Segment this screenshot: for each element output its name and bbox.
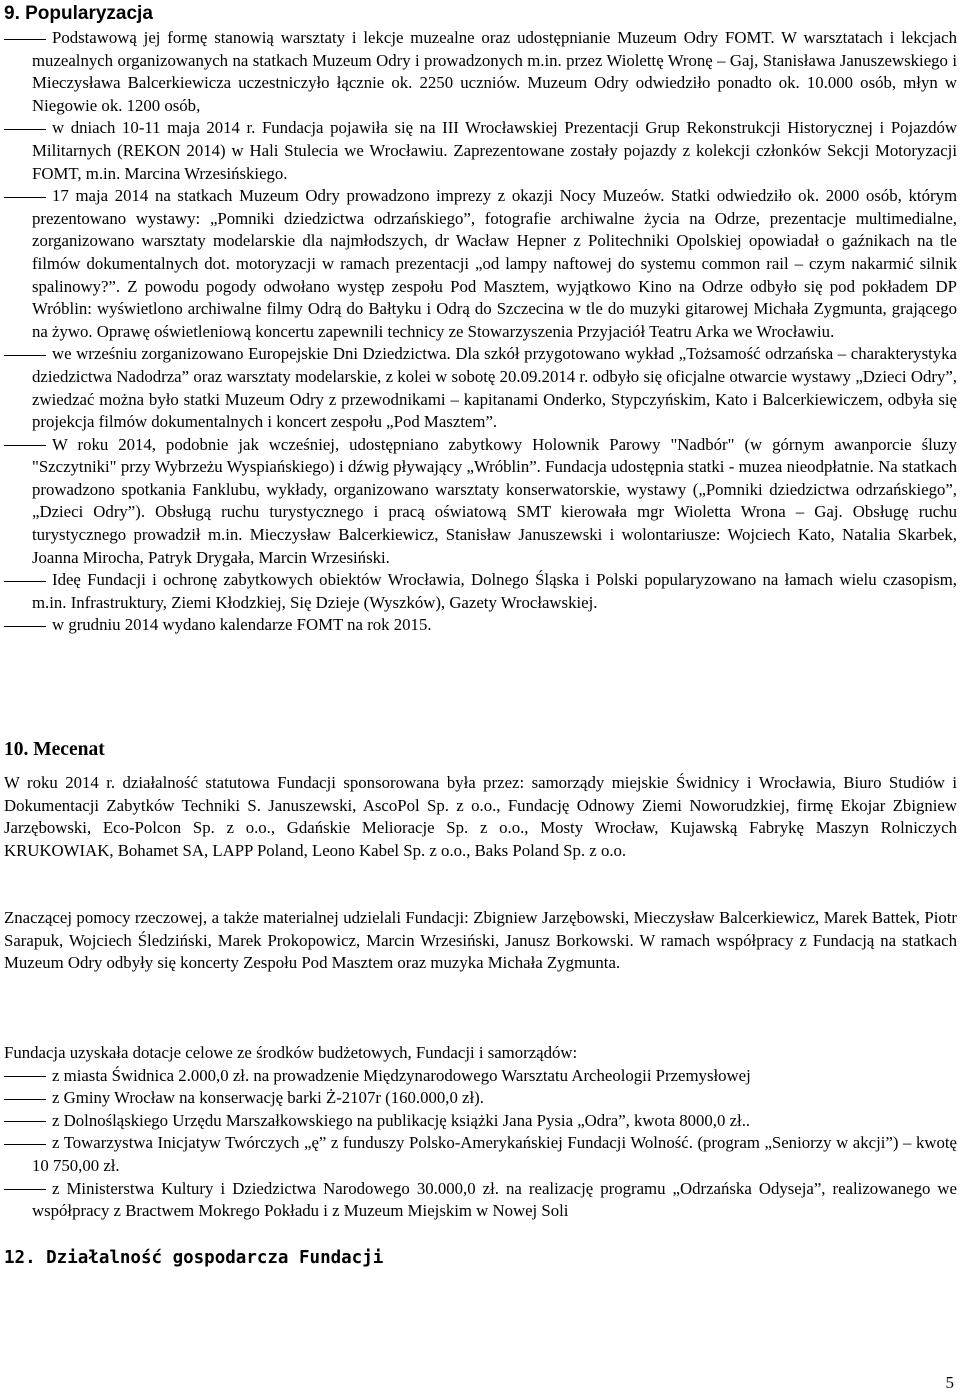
list-item — [4, 569, 957, 614]
sponsors-paragraph: W roku 2014 r. działalność statutowa Fundacji sponsorowana była przez: samorządy miejskie Świdnicy i Wrocławia, Biuro Studiów i Dokumentacji Zabytków Techniki S. Januszewski, AscoPol Sp. z o.o., Fundację Odnowy Ziemi Noworudzkiej, firmę Ekojar Zbigniew Jarzębowski, Eco-Polcon Sp. z o.o., Gdańskie Melioracje Sp. z o.o., Mosty Wrocław, Kujawską Fabrykę Maszyn Rolniczych KRUKOWIAK, Bohamet SA, LAPP Poland, Leono Kabel Sp. z o.o., Baks Poland Sp. z o.o. — [4, 773, 957, 860]
section-heading-popularyzacja: 9. Popularyzacja — [4, 3, 153, 24]
dash-bullet — [4, 626, 46, 627]
list-item-text: we wrześniu zorganizowano Europejskie Dni Dziedzictwa. Dla szkół przygotowano wykład „Tożsamość odrzańska – charakterystyka dziedzictwa Nadodrza” oraz warsztaty modelarskie, z kolei w sobotę 20.09.2014 r. odbyło się oficjalne otwarcie wystawy „Dzieci Odry”, zwiedzać można było statki Muzeum Odry z przewodnikami – kapitanami Onderko, Stypczyńskim, Kato i Balcerkiewiczem, odbyła się projekcja filmów dokumentalnych i koncert zespołu „Pod Masztem”. — [32, 344, 957, 432]
grant-text: z Ministerstwa Kultury i Dziedzictwa Narodowego 30.000,0 zł. na realizację programu „Odrzańska Odyseja”, realizowanego we współpracy z Bractwem Mokrego Pokładu i z Muzeum Miejskim w Nowej Soli — [32, 1178, 957, 1221]
grant-text: z Towarzystwa Inicjatyw Twórczych „ę” z funduszy Polsko-Amerykańskiej Fundacji Wolność. (program „Seniorzy w akcji”) – kwotę 10 750,00 zł. — [32, 1133, 957, 1175]
dash-bullet — [4, 1076, 46, 1077]
mecenat-grants — [4, 1042, 957, 1223]
grant-text: z miasta Świdnica 2.000,0 zł. na prowadzenie Międzynarodowego Warsztatu Archeologii Przemysłowej — [52, 1065, 751, 1085]
list-item-text: 17 maja 2014 na statkach Muzeum Odry prowadzono imprezy z okazji Nocy Muzeów. Statki odwiedziło ok. 2000 osób, którym prezentowano wystawy: „Pomniki dziedzictwa odrzańskiego”, fotografie archiwalne życia na Odrze, prezentacje multimedialne, zorganizowano warsztaty modelarskie dla najmłodszych, dr Wacław Hepner z Politechniki Opolskiej opowiadał o gaźnikach na tle filmów dokumentalnych dot. motoryzacji w ramach prezentacji „od lampy naftowej do systemu common rail – czym nakarmić silnik spalinowy?”. Z powodu pogody odwołano występ zespołu Pod Masztem, wyjątkowo Kino na Odrze odbyło się pod pokładem DP Wróblin: wyświetlono archiwalne filmy Odrą do Bałtyku i Odrą do Szczecina w tle do muzyki gitarowej Michała Zygmunta, grającego na żywo. Oprawę oświetleniową koncertu zapewnili technicy ze Stowarzyszenia Przyjaciół Teatru Arka we Wrocławiu. — [32, 186, 957, 341]
list-item — [4, 343, 957, 433]
list-item — [4, 434, 957, 570]
grant-item — [4, 1065, 957, 1088]
dash-bullet — [4, 39, 46, 40]
list-item — [4, 27, 957, 117]
section-heading-mecenat: 10. Mecenat — [4, 739, 105, 760]
list-item — [4, 614, 957, 637]
dash-bullet — [4, 1121, 46, 1122]
grant-text: z Gminy Wrocław na konserwację barki Ż-2107r (160.000,0 zł). — [52, 1088, 484, 1108]
mecenat-support — [4, 907, 957, 975]
grant-item — [4, 1178, 957, 1223]
dash-bullet — [4, 197, 46, 198]
dash-bullet — [4, 1144, 46, 1145]
mecenat-sponsors — [4, 772, 957, 862]
list-item — [4, 117, 957, 185]
list-item-text: w grudniu 2014 wydano kalendarze FOMT na rok 2015. — [52, 615, 432, 635]
list-item-text: Ideę Fundacji i ochronę zabytkowych obiektów Wrocławia, Dolnego Śląska i Polski popularyzowano na łamach wielu czasopism, m.in. Infrastruktury, Ziemi Kłodzkiej, Się Dzieje (Wyszków), Gazety Wrocławskiej. — [32, 570, 957, 612]
page-number: 5 — [945, 1373, 954, 1392]
popularyzacja-list — [4, 27, 957, 637]
grant-text: z Dolnośląskiego Urzędu Marszałkowskiego na publikację książki Jana Pysia „Odra”, kwota 8000,0 zł.. — [52, 1110, 751, 1130]
dash-bullet — [4, 1189, 46, 1190]
list-item-text: Podstawową jej formę stanowią warsztaty i lekcje muzealne oraz udostępnianie Muzeum Odry FOMT. W warsztatach i lekcjach muzealnych organizowanych na statkach Muzeum Odry i prowadzonych m.in. przez Wiolettę Wronę – Gaj, Stanisława Januszewskiego i Mieczysława Balcerkiewicza uczestniczyło łącznie ok. 2250 uczniów. Muzeum Odry odwiedziło ponadto ok. 10.000 osób, młyn w Niegowie ok. 1200 osób, — [32, 28, 957, 115]
dash-bullet — [4, 445, 46, 446]
section-heading-dzialalnosc-gospodarcza: 12. Działalność gospodarcza Fundacji — [4, 1248, 384, 1268]
dash-bullet — [4, 1099, 46, 1100]
list-item — [4, 185, 957, 343]
grant-item — [4, 1132, 957, 1177]
list-item-text: w dniach 10-11 maja 2014 r. Fundacja pojawiła się na III Wrocławskiej Prezentacji Grup Rekonstrukcji Historycznej i Pojazdów Militarnych (REKON 2014) w Hali Stulecia we Wrocławiu. Zaprezentowane zostały pojazdy z kolekcji członków Sekcji Motoryzacji FOMT, m.in. Marcina Wrzesińskiego. — [32, 118, 957, 183]
dash-bullet — [4, 581, 46, 582]
dash-bullet — [4, 355, 46, 356]
dash-bullet — [4, 129, 46, 130]
support-paragraph: Znaczącej pomocy rzeczowej, a także materialnej udzielali Fundacji: Zbigniew Jarzębowski, Mieczysław Balcerkiewicz, Marek Battek, Piotr Sarapuk, Wojciech Śledziński, Marek Prokopowicz, Marcin Wrzesiński, Janusz Borkowski. W ramach współpracy z Fundacją na statkach Muzeum Odry odbyły się koncerty Zespołu Pod Masztem oraz muzyka Michała Zygmunta. — [4, 908, 957, 973]
grants-intro: Fundacja uzyskała dotacje celowe ze środków budżetowych, Fundacji i samorządów: — [4, 1043, 578, 1062]
grant-item — [4, 1110, 957, 1133]
grant-item — [4, 1087, 957, 1110]
list-item-text: W roku 2014, podobnie jak wcześniej, udostępniano zabytkowy Holownik Parowy "Nadbór" (w górnym awanporcie śluzy "Szczytniki" przy Wybrzeżu Wyspiańskiego) i dźwig pływający „Wróblin”. Fundacja udostępnia statki - muzea nieodpłatnie. Na statkach prowadzono spotkania Fanklubu, wykłady, organizowano warsztaty konserwatorskie, wystawy („Pomniki dziedzictwa odrzańskiego”, „Dzieci Odry”). Obsługą ruchu turystycznego i pracą oświatową SMT kierowała mgr Wioletta Wrona – Gaj. Obsługę ruchu turystycznego prowadził m.in. Mieczysław Balcerkiewicz, Stanisław Januszewski i wolontariusze: Wojciech Kato, Natalia Skarbek, Joanna Mirocha, Patryk Drygała, Marcin Wrzesiński. — [32, 434, 957, 567]
